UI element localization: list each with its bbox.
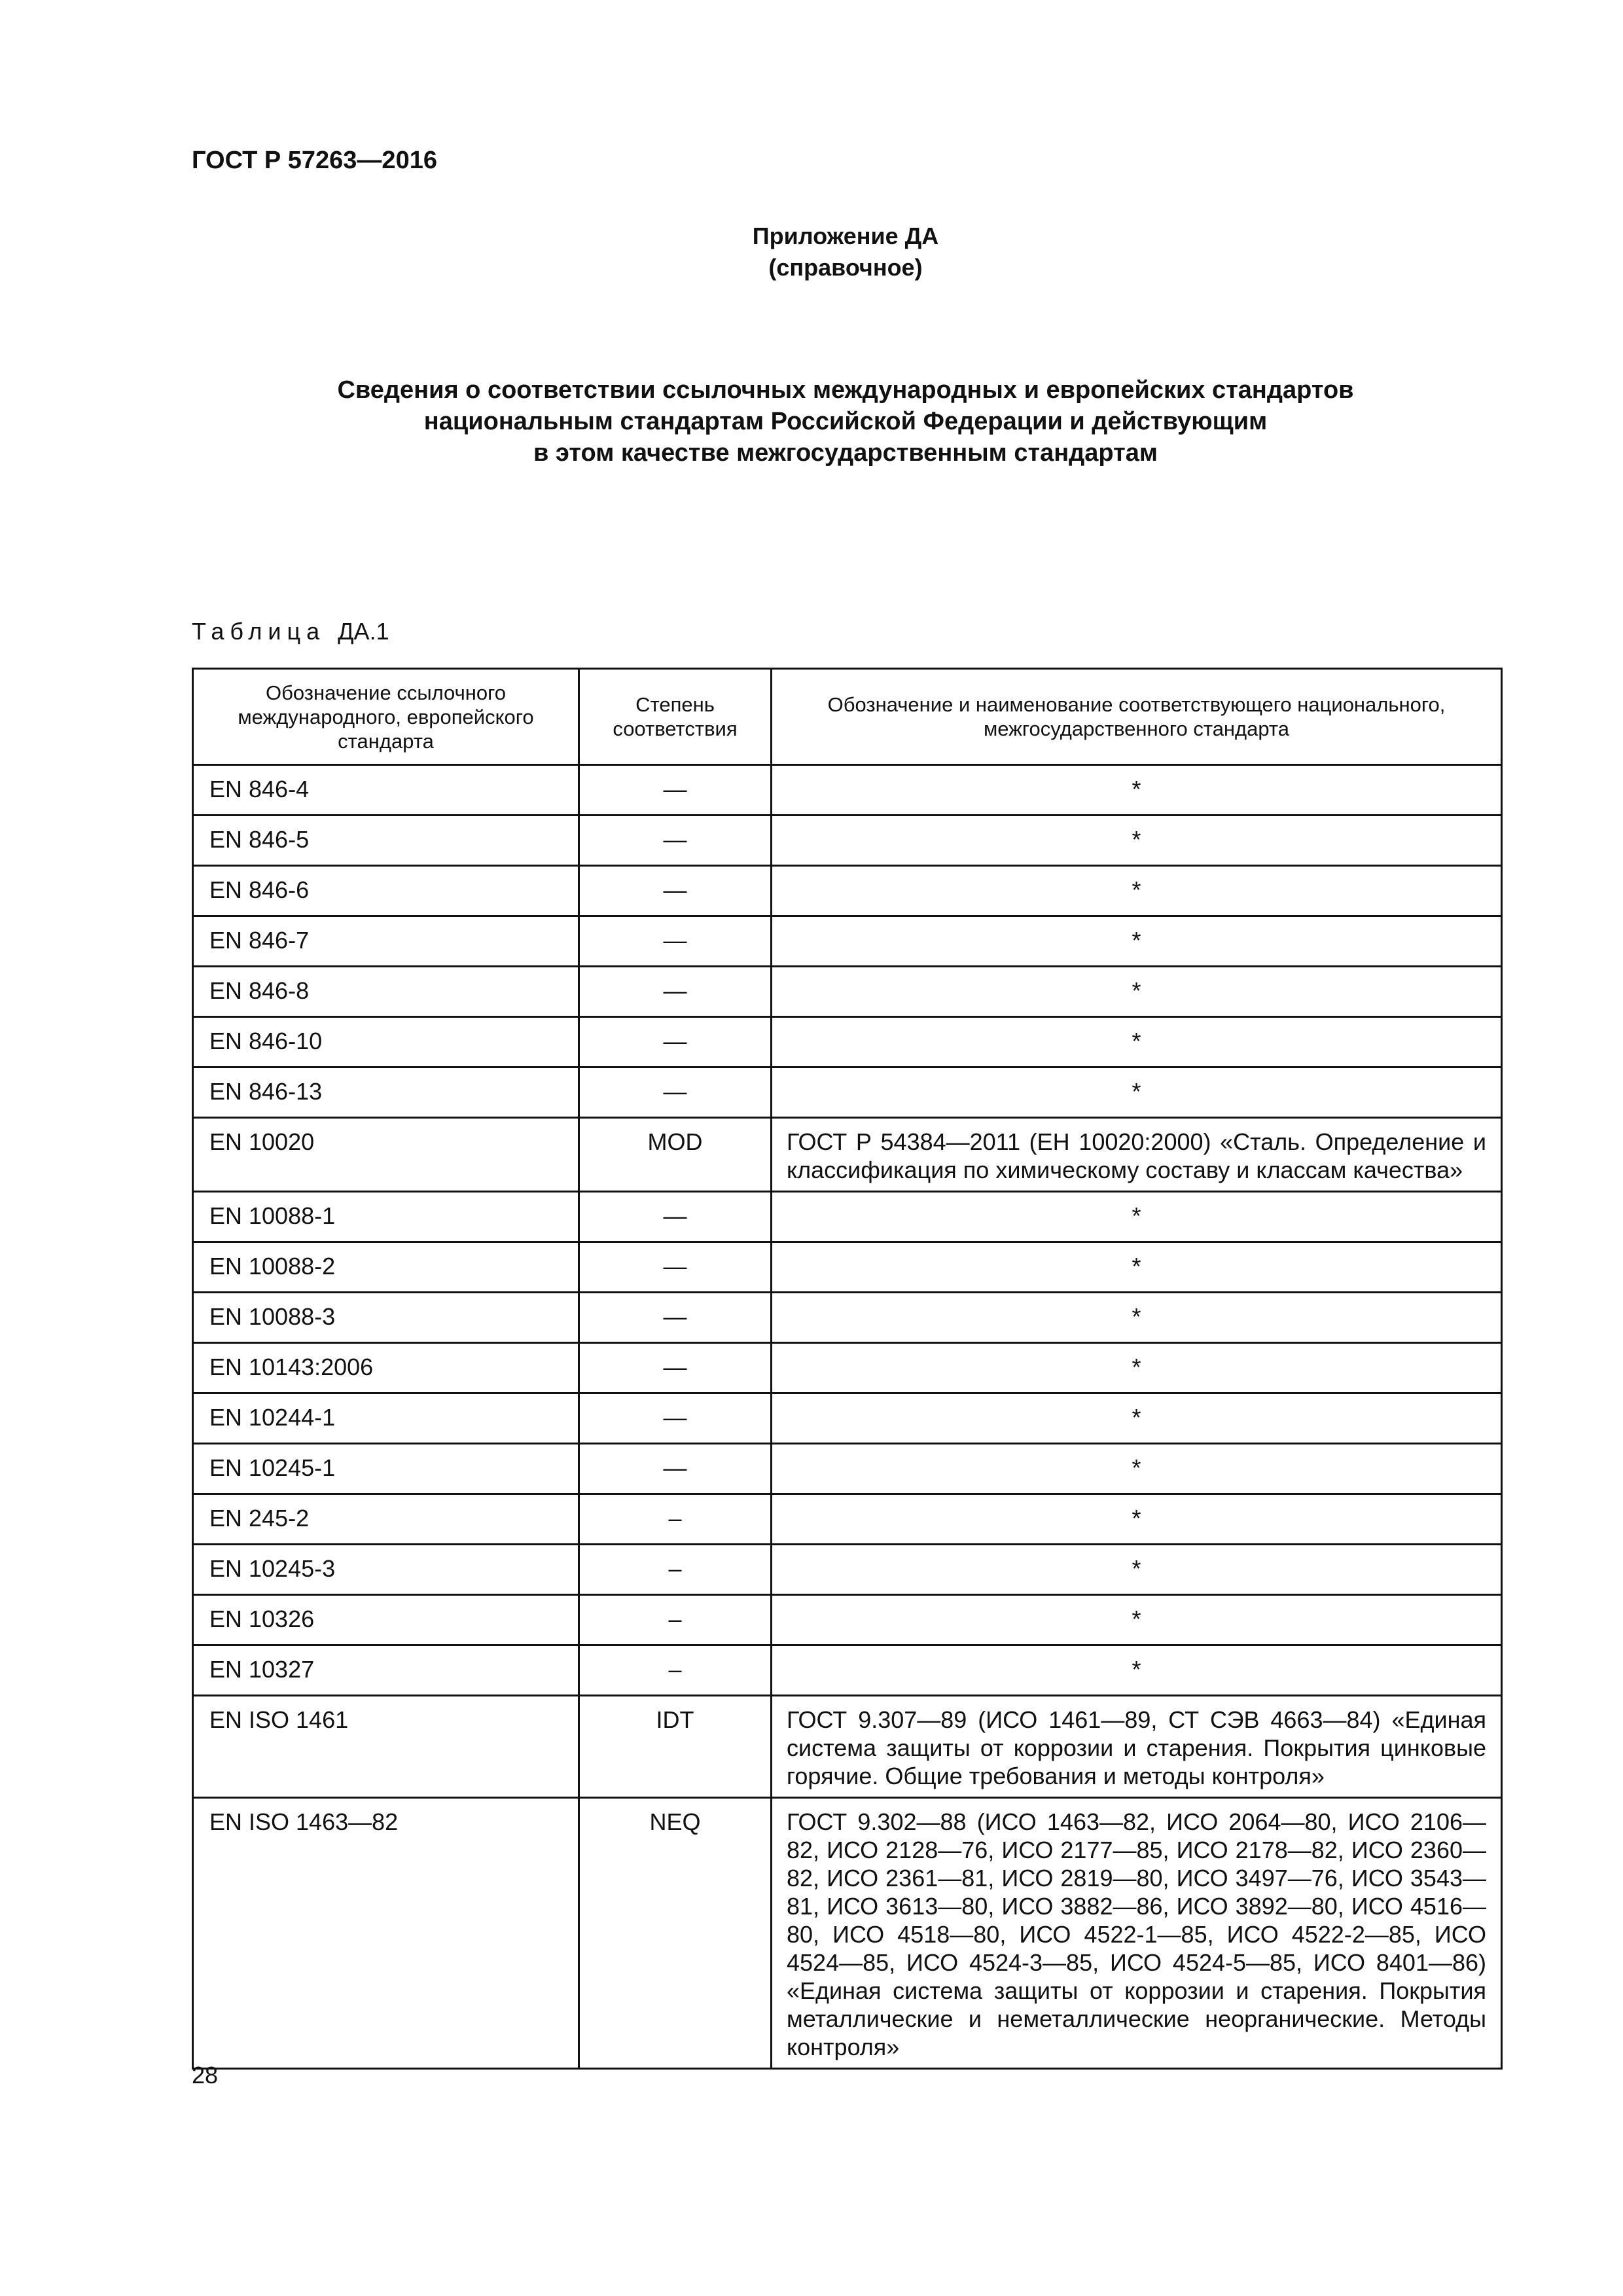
cell-degree: —	[579, 1444, 772, 1494]
cell-designation: EN 846-8	[193, 967, 579, 1017]
cell-degree: —	[579, 765, 772, 816]
cell-national-standard: *	[772, 967, 1502, 1017]
table-row	[193, 1242, 1502, 1293]
cell-national-standard: *	[772, 1444, 1502, 1494]
table-row	[193, 1494, 1502, 1545]
page-number: 28	[192, 2062, 219, 2089]
cell-designation: EN 10244-1	[193, 1393, 579, 1444]
cell-degree: —	[579, 1293, 772, 1343]
table-row	[193, 1545, 1502, 1595]
document-code: ГОСТ Р 57263—2016	[192, 147, 437, 174]
cell-designation: EN 10088-3	[193, 1293, 579, 1343]
cell-designation: EN ISO 1461	[193, 1696, 579, 1798]
cell-degree: —	[579, 816, 772, 866]
cell-designation: EN 10245-3	[193, 1545, 579, 1595]
annex-subtitle: (справочное)	[768, 254, 923, 281]
table-row	[193, 1192, 1502, 1242]
cell-designation: EN 846-5	[193, 816, 579, 866]
table-row	[193, 1067, 1502, 1118]
table-row	[193, 1293, 1502, 1343]
cell-designation: EN 846-4	[193, 765, 579, 816]
cell-degree: –	[579, 1494, 772, 1545]
cell-designation: EN 846-10	[193, 1017, 579, 1067]
cell-degree: —	[579, 1017, 772, 1067]
table-row	[193, 816, 1502, 866]
cell-national-standard: ГОСТ Р 54384—2011 (ЕН 10020:2000) «Сталь. Определение и классификация по химическому составу и классам качества»	[772, 1118, 1502, 1192]
table-row	[193, 1595, 1502, 1645]
cell-degree: —	[579, 1067, 772, 1118]
table-row	[193, 866, 1502, 916]
cell-national-standard: *	[772, 1393, 1502, 1444]
table-header-row	[193, 669, 1502, 765]
annex-heading-line-1: Сведения о соответствии ссылочных международных и европейских стандартов	[337, 376, 1354, 404]
cell-designation: EN 10088-1	[193, 1192, 579, 1242]
cell-designation: EN 10326	[193, 1595, 579, 1645]
table-row	[193, 1645, 1502, 1696]
table-caption-number: ДА.1	[338, 618, 389, 645]
cell-designation: EN 245-2	[193, 1494, 579, 1545]
cell-degree: MOD	[579, 1118, 772, 1192]
cell-national-standard: *	[772, 866, 1502, 916]
cell-national-standard: *	[772, 1293, 1502, 1343]
cell-designation: EN 10143:2006	[193, 1343, 579, 1393]
cell-degree: —	[579, 1242, 772, 1293]
header-degree: Степень соответствия	[579, 669, 772, 765]
cell-designation: EN ISO 1463—82	[193, 1798, 579, 2069]
annex-heading-line-2: национальным стандартам Российской Федерации и действующим	[423, 408, 1268, 435]
cell-degree: –	[579, 1545, 772, 1595]
cell-national-standard: *	[772, 1645, 1502, 1696]
cell-degree: —	[579, 1393, 772, 1444]
cell-degree: —	[579, 916, 772, 967]
cell-degree: —	[579, 1343, 772, 1393]
cell-designation: EN 10327	[193, 1645, 579, 1696]
cell-degree: —	[579, 1192, 772, 1242]
correspondence-table	[192, 668, 1503, 2070]
cell-national-standard: *	[772, 1343, 1502, 1393]
cell-degree: —	[579, 866, 772, 916]
table-caption	[192, 618, 389, 645]
cell-national-standard: ГОСТ 9.302—88 (ИСО 1463—82, ИСО 2064—80, ИСО 2106—82, ИСО 2128—76, ИСО 2177—85, ИСО 2178—82, ИСО 2360—82, ИСО 2361—81, ИСО 2819—80, ИСО 3497—76, ИСО 3543—81, ИСО 3613—80, ИСО 3882—86, ИСО 3892—80, ИСО 4516—80, ИСО 4518—80, ИСО 4522-1—85, ИСО 4522-2—85, ИСО 4524—85, ИСО 4524-3—85, ИСО 4524-5—85, ИСО 8401—86) «Единая система защиты от коррозии и старения. Покрытия металлические и неметаллические неорганические. Методы контроля»	[772, 1798, 1502, 2069]
table-row	[193, 1798, 1502, 2069]
table-caption-word: Таблица	[192, 618, 326, 645]
cell-national-standard: *	[772, 1595, 1502, 1645]
cell-national-standard: *	[772, 765, 1502, 816]
header-national-standard: Обозначение и наименование соответствующего национального, межгосударственного стандарта	[772, 669, 1502, 765]
table-row	[193, 1696, 1502, 1798]
cell-degree: NEQ	[579, 1798, 772, 2069]
cell-degree: –	[579, 1645, 772, 1696]
cell-designation: EN 10245-1	[193, 1444, 579, 1494]
table-body	[193, 765, 1502, 2069]
table-row	[193, 916, 1502, 967]
annex-heading-line-3: в этом качестве межгосударственным стандартам	[533, 439, 1158, 467]
cell-designation: EN 10020	[193, 1118, 579, 1192]
cell-national-standard: *	[772, 816, 1502, 866]
table-row	[193, 1444, 1502, 1494]
cell-national-standard: *	[772, 916, 1502, 967]
cell-designation: EN 846-7	[193, 916, 579, 967]
cell-designation: EN 846-6	[193, 866, 579, 916]
cell-designation: EN 846-13	[193, 1067, 579, 1118]
table-row	[193, 1393, 1502, 1444]
cell-designation: EN 10088-2	[193, 1242, 579, 1293]
table-row	[193, 967, 1502, 1017]
cell-national-standard: *	[772, 1494, 1502, 1545]
cell-national-standard: *	[772, 1017, 1502, 1067]
cell-national-standard: *	[772, 1242, 1502, 1293]
cell-national-standard: *	[772, 1067, 1502, 1118]
header-designation: Обозначение ссылочного международного, европейского стандарта	[193, 669, 579, 765]
cell-national-standard: *	[772, 1192, 1502, 1242]
table-row	[193, 1017, 1502, 1067]
cell-national-standard: *	[772, 1545, 1502, 1595]
table-row	[193, 1343, 1502, 1393]
table-row	[193, 1118, 1502, 1192]
annex-title: Приложение ДА	[752, 223, 939, 249]
table-row	[193, 765, 1502, 816]
cell-degree: –	[579, 1595, 772, 1645]
cell-national-standard: ГОСТ 9.307—89 (ИСО 1461—89, СТ СЭВ 4663—84) «Единая система защиты от коррозии и старения. Покрытия цинковые горячие. Общие требования и методы контроля»	[772, 1696, 1502, 1798]
cell-degree: IDT	[579, 1696, 772, 1798]
cell-degree: —	[579, 967, 772, 1017]
